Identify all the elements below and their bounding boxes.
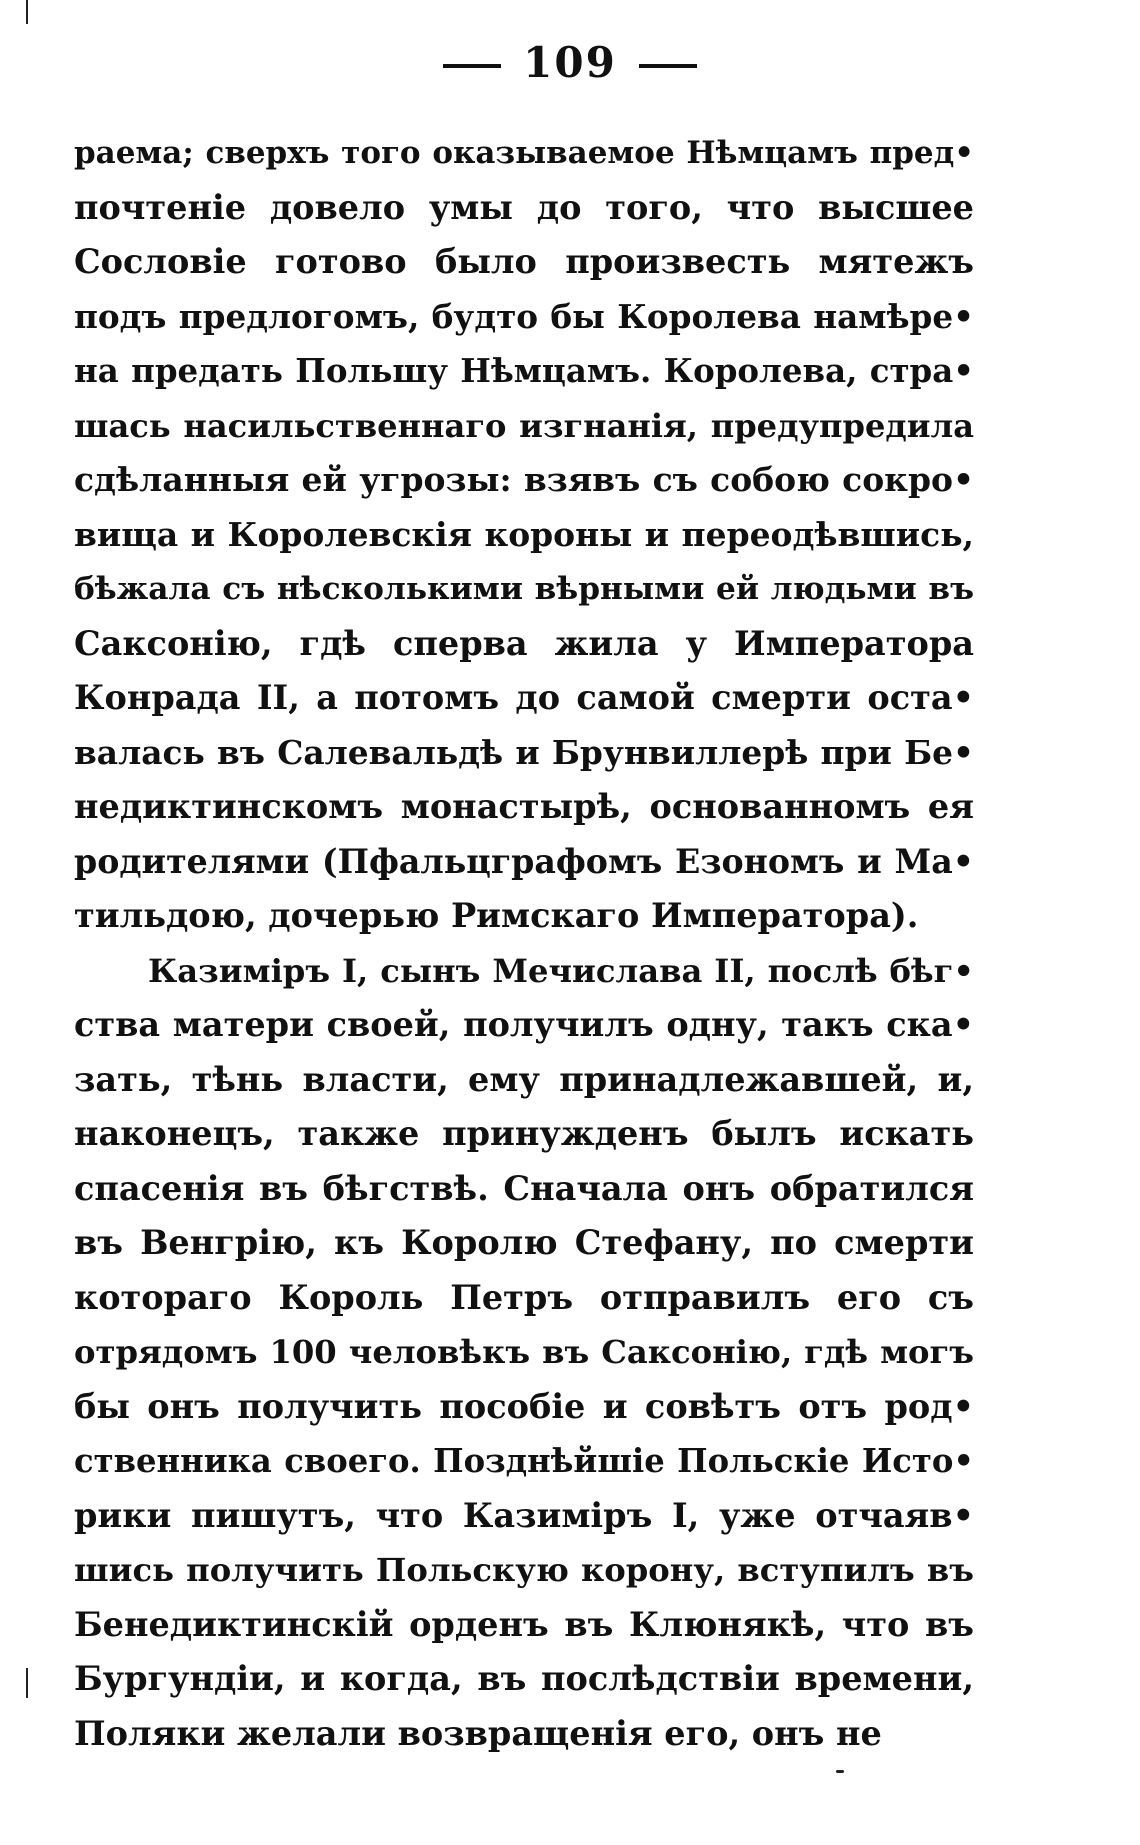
text-line: котораго Король Петръ отправилъ его съ bbox=[74, 1277, 974, 1317]
text-line: недиктинскомъ монастырѣ, основанномъ ея bbox=[74, 787, 974, 826]
text-line: бы онъ получить пособіе и совѣтъ отъ род• bbox=[74, 1386, 974, 1426]
header-dash-right bbox=[639, 64, 697, 68]
text-line: спасенія въ бѣгствѣ. Сначала онъ обратился bbox=[74, 1168, 974, 1208]
text-line: сдѣланныя ей угрозы: взявъ съ собою сокро• bbox=[74, 460, 974, 499]
paragraph bbox=[74, 126, 974, 944]
scan-edge-mark bbox=[26, 1668, 28, 1698]
text-line: наконецъ, также принужденъ былъ искать bbox=[74, 1114, 974, 1153]
text-line: ственника своего. Позднѣйшіе Польскіе Исто• bbox=[74, 1442, 974, 1480]
text-line: шась насильственнаго изгнанія, предупредила bbox=[74, 406, 974, 445]
text-line: зать, тѣнь власти, ему принадлежавшей, и, bbox=[74, 1059, 974, 1099]
text-line: валась въ Салевальдѣ и Брунвиллерѣ при Бе• bbox=[74, 732, 974, 772]
page-number: 109 bbox=[523, 38, 617, 87]
text-line: вища и Королевскія короны и переодѣвшись, bbox=[74, 514, 974, 554]
text-line: раема; сверхъ того оказываемое Нѣмцамъ пред• bbox=[74, 135, 974, 171]
text-line: ства матери своей, получилъ одну, такъ ска• bbox=[74, 1005, 974, 1044]
text-line: Казиміръ I, сынъ Мечислава II, послѣ бѣг• bbox=[148, 951, 974, 990]
text-line: почтеніе довело умы до того, что высшее bbox=[74, 187, 974, 227]
text-line: шись получить Польскую корону, вступилъ въ bbox=[74, 1551, 974, 1589]
text-line: Поляки желали возвращенія его, онъ не bbox=[74, 1713, 882, 1753]
text-line: бѣжала съ нѣсколькими вѣрными ей людьми въ bbox=[74, 571, 974, 607]
text-line: родителями (Пфальцграфомъ Езономъ и Ма• bbox=[74, 841, 974, 881]
text-line: на предать Польшу Нѣмцамъ. Королева, стра• bbox=[74, 352, 974, 390]
page-header bbox=[0, 38, 1140, 87]
body-text bbox=[74, 126, 974, 1761]
text-line: въ Венгрію, къ Королю Стефану, по смерти bbox=[74, 1223, 974, 1262]
text-line: подъ предлогомъ, будто бы Королева намѣре• bbox=[74, 296, 974, 336]
text-line: рики пишутъ, что Казиміръ I, уже отчаяв• bbox=[74, 1495, 974, 1535]
text-line: Сословіе готово было произвесть мятежъ bbox=[74, 242, 974, 281]
text-line: Саксонію, гдѣ сперва жила у Императора bbox=[74, 623, 974, 663]
text-line: отрядомъ 100 человѣкъ въ Саксонію, гдѣ могъ bbox=[74, 1333, 974, 1371]
text-line: Конрада II, а потомъ до самой смерти оста• bbox=[74, 678, 974, 717]
text-line: Бенедиктинскій орденъ въ Клюнякѣ, что въ bbox=[74, 1604, 974, 1644]
scan-edge-mark bbox=[26, 0, 28, 24]
text-line: тильдою, дочерью Римскаго Императора). bbox=[74, 896, 919, 935]
scan-speck bbox=[836, 1770, 844, 1773]
header-dash-left bbox=[443, 64, 501, 68]
text-line: Бургундіи, и когда, въ послѣдствіи времени, bbox=[74, 1659, 974, 1698]
paragraph bbox=[74, 944, 974, 1762]
